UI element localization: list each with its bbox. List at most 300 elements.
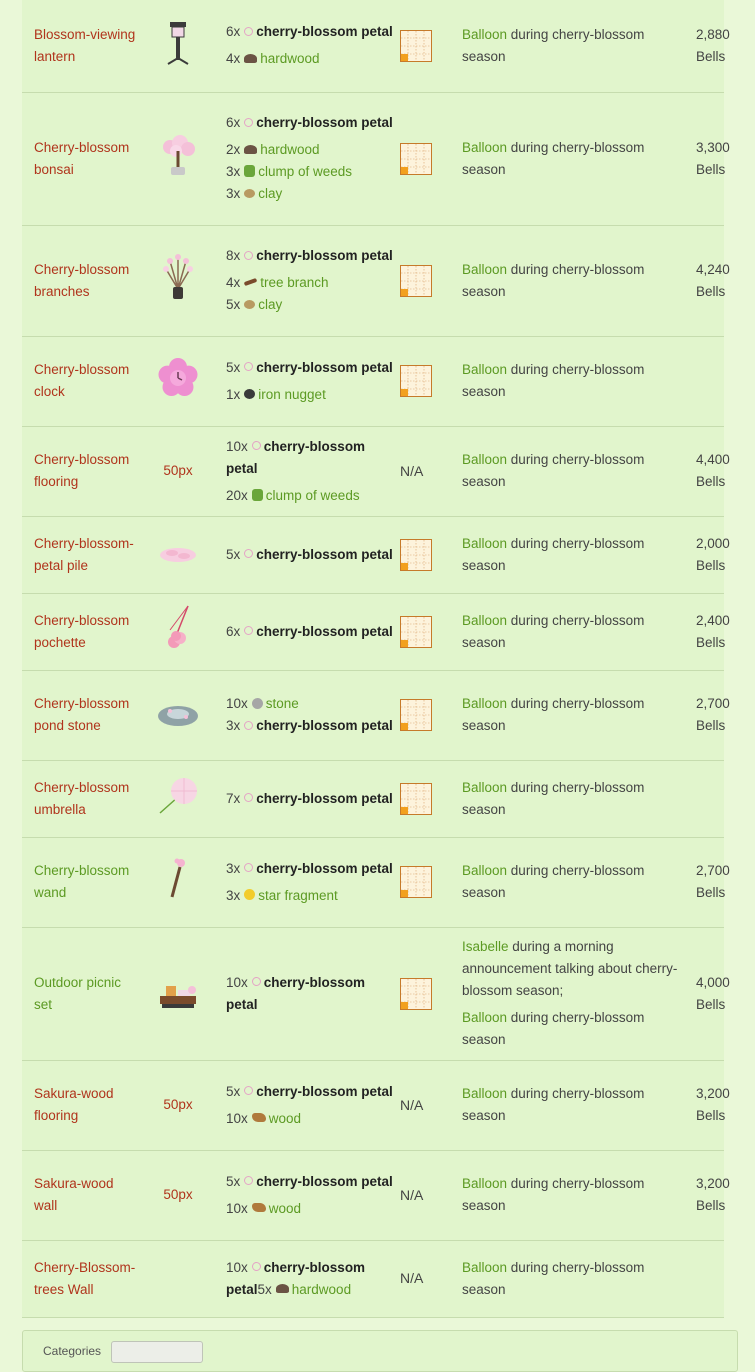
- material-name-link[interactable]: hardwood: [260, 142, 320, 157]
- source-text: during cherry-blossom season: [462, 1176, 645, 1213]
- clock-icon: [156, 352, 200, 411]
- source-link[interactable]: Balloon: [462, 1176, 508, 1191]
- item-image-cell: [140, 670, 216, 760]
- material-quantity: 5x: [226, 297, 241, 312]
- material-quantity: 20x: [226, 487, 248, 503]
- material-quantity: 10x: [226, 1200, 248, 1216]
- source-entry: [462, 1083, 686, 1127]
- diy-cell: [396, 927, 456, 1060]
- material-line: [226, 183, 396, 205]
- petal-icon: [244, 362, 253, 371]
- item-name-cell: [22, 516, 140, 593]
- sell-price: 2,400 Bells: [696, 612, 730, 650]
- item-name-link[interactable]: Cherry-blossom clock: [34, 362, 130, 399]
- source-cell: [456, 593, 686, 670]
- material-line: [226, 1108, 396, 1130]
- material-name-link[interactable]: clump of weeds: [265, 487, 360, 503]
- diy-not-available: N/A: [400, 462, 424, 479]
- materials-cell: [216, 336, 396, 426]
- material-quantity: 10x: [226, 1110, 248, 1126]
- item-image-cell: [140, 1240, 216, 1317]
- item-name-link[interactable]: Cherry-blossom wand: [34, 863, 130, 900]
- diy-recipes-table: [22, 0, 730, 1318]
- diy-cell: [396, 1060, 456, 1150]
- sell-price-cell: [686, 1060, 730, 1150]
- source-link[interactable]: Balloon: [462, 362, 508, 377]
- pond-stone-icon: [156, 686, 200, 745]
- item-name-link[interactable]: Cherry-Blossom-trees Wall: [34, 1259, 136, 1297]
- source-entry: [462, 1173, 686, 1217]
- item-name-cell: [22, 0, 140, 92]
- material-quantity: 3x: [226, 887, 241, 903]
- item-name-link[interactable]: Cherry-blossom pochette: [34, 612, 130, 650]
- source-text: during cherry-blossom season: [462, 779, 645, 817]
- material-name-link[interactable]: iron nugget: [258, 386, 326, 402]
- material-quantity: 4x: [226, 51, 241, 67]
- table-row: [22, 927, 724, 1060]
- bonsai-icon: [156, 129, 200, 188]
- item-image-cell: [140, 1150, 216, 1240]
- table-row: [22, 225, 724, 336]
- material-name-link[interactable]: clay: [258, 186, 283, 201]
- sell-price-cell: [686, 225, 730, 336]
- source-entry: [462, 449, 686, 493]
- item-name-cell: [22, 670, 140, 760]
- hardwood-icon: [276, 1284, 289, 1293]
- materials-cell: [216, 426, 396, 516]
- source-cell: [456, 670, 686, 760]
- item-image-cell: [140, 760, 216, 837]
- material-quantity: 10x: [226, 696, 248, 711]
- source-entry: [462, 610, 686, 654]
- diy-not-available: N/A: [400, 1270, 424, 1286]
- material-name-link[interactable]: clump of weeds: [258, 164, 353, 179]
- diy-cell: [396, 760, 456, 837]
- petal-icon: [244, 251, 253, 260]
- sell-price: 4,240 Bells: [696, 261, 730, 299]
- material-line: [226, 1081, 396, 1103]
- item-name-cell: [22, 760, 140, 837]
- material-line: [226, 436, 396, 480]
- material-name-link[interactable]: cherry-blossom petal: [226, 1259, 366, 1297]
- material-name-link[interactable]: cherry-blossom petal: [256, 790, 393, 806]
- source-link[interactable]: Balloon: [462, 1086, 508, 1101]
- material-name-link[interactable]: stone: [265, 696, 299, 711]
- stone-icon: [252, 698, 263, 709]
- item-image-cell: [140, 426, 216, 516]
- table-row: [22, 0, 724, 92]
- diy-recipe-icon: [400, 616, 456, 648]
- item-name-link[interactable]: Cherry-blossom branches: [34, 261, 130, 299]
- material-quantity: 5x: [226, 546, 241, 562]
- materials-cell: [216, 0, 396, 92]
- material-quantity: 5x: [257, 1281, 272, 1297]
- diy-cell: [396, 0, 456, 92]
- material-line: [226, 972, 396, 1016]
- petal-icon: [244, 1176, 253, 1185]
- table-row: [22, 1060, 724, 1150]
- item-name-cell: [22, 1060, 140, 1150]
- table-row: [22, 1240, 724, 1317]
- wood-icon: [252, 1203, 266, 1212]
- source-entry: [462, 533, 686, 577]
- image-size-placeholder: 50px: [163, 1187, 193, 1202]
- petal-icon: [244, 721, 253, 730]
- material-quantity: 5x: [226, 1173, 241, 1189]
- categories-box: [22, 1330, 738, 1372]
- diy-recipe-icon: [400, 143, 456, 175]
- source-link[interactable]: Balloon: [462, 261, 508, 277]
- diy-not-available: N/A: [400, 1186, 424, 1203]
- material-name-link[interactable]: cherry-blossom petal: [226, 438, 366, 476]
- material-line: [226, 1198, 396, 1220]
- material-quantity: 6x: [226, 115, 241, 130]
- material-name-link[interactable]: cherry-blossom petal: [226, 974, 366, 1012]
- item-name-link[interactable]: Outdoor picnic set: [34, 974, 122, 1012]
- material-name-link[interactable]: cherry-blossom petal: [256, 359, 393, 375]
- diy-cell: [396, 593, 456, 670]
- material-quantity: 5x: [226, 359, 241, 375]
- material-quantity: 10x: [226, 438, 248, 454]
- sell-price: 2,880 Bells: [696, 26, 730, 64]
- diy-recipe-icon: [400, 365, 456, 397]
- table-row: [22, 670, 724, 760]
- source-cell: [456, 92, 686, 225]
- table-row: [22, 92, 724, 225]
- diy-recipe-icon: [400, 539, 456, 571]
- source-text: during cherry-blossom season: [462, 1086, 645, 1123]
- sell-price-cell: [686, 92, 730, 225]
- weeds-icon: [252, 489, 263, 501]
- material-name-link[interactable]: cherry-blossom petal: [256, 623, 393, 639]
- source-link[interactable]: Isabelle: [462, 939, 509, 954]
- item-name-link[interactable]: Blossom-viewing lantern: [34, 26, 136, 64]
- item-image-cell: [140, 837, 216, 927]
- categories-label: Categories: [43, 1344, 102, 1358]
- item-name-link[interactable]: Cherry-blossom flooring: [34, 452, 130, 489]
- materials-cell: [216, 1150, 396, 1240]
- source-text: during cherry-blossom season: [462, 1259, 645, 1297]
- source-text: during cherry-blossom season: [462, 612, 645, 650]
- table-row: [22, 760, 724, 837]
- item-name-link[interactable]: Sakura-wood flooring: [34, 1086, 114, 1123]
- weeds-icon: [244, 165, 255, 177]
- sell-price-cell: [686, 670, 730, 760]
- material-line: [226, 48, 396, 70]
- source-link[interactable]: Balloon: [462, 1259, 508, 1275]
- material-quantity: 3x: [226, 860, 241, 876]
- material-name-link[interactable]: cherry-blossom petal: [256, 24, 393, 40]
- item-name-link[interactable]: Cherry-blossom-petal pile: [34, 535, 134, 573]
- petal-icon: [244, 118, 253, 127]
- diy-recipe-icon: [400, 783, 456, 815]
- table-row: [22, 1150, 724, 1240]
- diy-cell: [396, 225, 456, 336]
- source-cell: [456, 1150, 686, 1240]
- item-name-link[interactable]: Cherry-blossom umbrella: [34, 779, 130, 817]
- pochette-icon: [156, 602, 200, 661]
- item-name-link[interactable]: Cherry-blossom pond stone: [34, 696, 130, 733]
- clay-icon: [244, 300, 255, 309]
- source-entry: [462, 1007, 686, 1051]
- source-entry: [462, 860, 686, 904]
- sell-price-cell: [686, 336, 724, 426]
- item-image-cell: [140, 225, 216, 336]
- material-name-link[interactable]: wood: [268, 1200, 302, 1216]
- sell-price: 2,700 Bells: [696, 696, 730, 733]
- star-icon: [244, 889, 255, 900]
- material-line: [226, 788, 396, 810]
- sell-price-cell: [686, 1150, 730, 1240]
- diy-recipe-icon: [400, 265, 456, 297]
- diy-not-available: N/A: [400, 1096, 424, 1113]
- source-text: during cherry-blossom season: [462, 1010, 645, 1047]
- table-row: [22, 593, 724, 670]
- source-cell: [456, 760, 686, 837]
- sell-price: 4,000 Bells: [696, 974, 730, 1012]
- source-text: during a morning announcement talking about cherry-blossom season;: [462, 939, 678, 998]
- petal-icon: [244, 27, 253, 36]
- material-line: [226, 21, 396, 43]
- petal-icon: [244, 863, 253, 872]
- material-line: [226, 621, 396, 643]
- source-entry: [462, 259, 686, 303]
- material-quantity: 6x: [226, 623, 241, 639]
- source-entry: [462, 1257, 686, 1301]
- item-name-cell: [22, 1150, 140, 1240]
- diy-cell: [396, 426, 456, 516]
- source-cell: [456, 1240, 686, 1317]
- source-cell: [456, 225, 686, 336]
- sell-price: 2,000 Bells: [696, 535, 730, 573]
- material-line: [226, 1171, 396, 1193]
- material-line: [226, 544, 396, 566]
- material-line: [226, 112, 396, 134]
- source-text: during cherry-blossom season: [462, 362, 645, 399]
- item-name-cell: [22, 1240, 140, 1317]
- hardwood-icon: [244, 54, 257, 63]
- sell-price: 4,400 Bells: [696, 452, 730, 489]
- material-name-link[interactable]: cherry-blossom petal: [256, 718, 393, 733]
- source-link[interactable]: Balloon: [462, 1010, 508, 1025]
- sell-price: 3,200 Bells: [696, 1086, 730, 1123]
- diy-recipe-icon: [400, 30, 456, 62]
- material-name-link[interactable]: cherry-blossom petal: [256, 860, 393, 876]
- source-text: during cherry-blossom season: [462, 535, 645, 573]
- materials-cell: [216, 760, 396, 837]
- sell-price-cell: [686, 593, 730, 670]
- sell-price: 3,300 Bells: [696, 139, 730, 177]
- material-line: [258, 1282, 352, 1297]
- sell-price-cell: [686, 516, 730, 593]
- item-name-cell: [22, 225, 140, 336]
- material-line: [226, 139, 396, 161]
- material-quantity: 4x: [226, 275, 241, 290]
- clay-icon: [244, 189, 255, 198]
- source-link[interactable]: Balloon: [462, 863, 508, 878]
- sell-price-cell: [686, 927, 730, 1060]
- material-line: [226, 294, 396, 316]
- table-row: [22, 336, 724, 426]
- source-entry: [462, 936, 686, 1002]
- add-category-button[interactable]: [111, 1341, 203, 1363]
- source-entry: [462, 693, 686, 737]
- source-entry: [462, 24, 686, 68]
- material-name-link[interactable]: cherry-blossom petal: [256, 1173, 393, 1189]
- material-name-link[interactable]: hardwood: [260, 51, 320, 67]
- item-name-cell: [22, 426, 140, 516]
- material-name-link[interactable]: clay: [258, 297, 283, 312]
- source-text: during cherry-blossom season: [462, 696, 645, 733]
- materials-cell: [216, 1060, 396, 1150]
- branch-icon: [244, 278, 258, 286]
- material-quantity: 3x: [226, 718, 241, 733]
- diy-cell: [396, 670, 456, 760]
- sell-price-cell: [686, 426, 730, 516]
- material-name-link[interactable]: cherry-blossom petal: [256, 115, 393, 130]
- item-image-cell: [140, 0, 216, 92]
- iron-icon: [244, 389, 255, 399]
- item-name-cell: [22, 837, 140, 927]
- sell-price-cell: [686, 760, 724, 837]
- table-row: [22, 837, 724, 927]
- material-quantity: 3x: [226, 186, 241, 201]
- source-text: during cherry-blossom season: [462, 452, 645, 489]
- material-name-link[interactable]: star fragment: [258, 887, 338, 903]
- material-line: [226, 485, 396, 507]
- item-name-cell: [22, 92, 140, 225]
- materials-cell: [216, 516, 396, 593]
- source-link[interactable]: Balloon: [462, 696, 508, 711]
- materials-cell: [216, 837, 396, 927]
- item-image-cell: [140, 516, 216, 593]
- petal-icon: [244, 793, 253, 802]
- materials-cell: [216, 1240, 396, 1317]
- sell-price: 2,700 Bells: [696, 863, 730, 900]
- sell-price: 3,200 Bells: [696, 1176, 730, 1213]
- source-cell: [456, 927, 686, 1060]
- petal-icon: [244, 549, 253, 558]
- diy-cell: [396, 837, 456, 927]
- material-quantity: 10x: [226, 1259, 248, 1275]
- material-quantity: 5x: [226, 1083, 241, 1099]
- material-quantity: 1x: [226, 386, 241, 402]
- source-cell: [456, 336, 686, 426]
- materials-cell: [216, 225, 396, 336]
- item-image-cell: [140, 927, 216, 1060]
- source-text: during cherry-blossom season: [462, 261, 645, 299]
- material-name-link[interactable]: tree branch: [260, 275, 329, 290]
- item-name-link[interactable]: Cherry-blossom bonsai: [34, 139, 130, 177]
- lantern-icon: [156, 16, 200, 75]
- material-name-link[interactable]: hardwood: [291, 1281, 352, 1297]
- sell-price-cell: [686, 0, 730, 92]
- material-line: [226, 161, 396, 183]
- material-quantity: 8x: [226, 248, 241, 263]
- source-entry: [462, 359, 686, 403]
- material-name-link[interactable]: cherry-blossom petal: [256, 1083, 393, 1099]
- material-line: [226, 885, 396, 907]
- source-cell: [456, 837, 686, 927]
- material-quantity: 3x: [226, 164, 241, 179]
- material-name-link[interactable]: cherry-blossom petal: [256, 546, 393, 562]
- material-quantity: 6x: [226, 24, 241, 40]
- material-name-link[interactable]: wood: [268, 1110, 302, 1126]
- item-image-cell: [140, 593, 216, 670]
- material-line: [226, 715, 396, 737]
- petal-icon: [252, 441, 261, 450]
- diy-cell: [396, 336, 456, 426]
- source-cell: [456, 0, 686, 92]
- item-name-cell: [22, 593, 140, 670]
- table-row: [22, 516, 724, 593]
- source-entry: [462, 137, 686, 181]
- diy-cell: [396, 1240, 456, 1317]
- material-quantity: 10x: [226, 974, 248, 990]
- source-entry: [462, 777, 686, 821]
- material-line: [226, 384, 396, 406]
- source-text: during cherry-blossom season: [462, 26, 645, 64]
- materials-cell: [216, 593, 396, 670]
- petal-pile-icon: [156, 525, 200, 584]
- material-line: [226, 693, 396, 715]
- materials-cell: [216, 92, 396, 225]
- source-link[interactable]: Balloon: [462, 139, 508, 155]
- diy-cell: [396, 516, 456, 593]
- petal-icon: [244, 1086, 253, 1095]
- material-line: [226, 858, 396, 880]
- item-image-cell: [140, 92, 216, 225]
- umbrella-icon: [156, 769, 200, 828]
- source-link[interactable]: Balloon: [462, 612, 508, 628]
- item-image-cell: [140, 336, 216, 426]
- source-cell: [456, 1060, 686, 1150]
- material-quantity: 7x: [226, 790, 241, 806]
- diy-cell: [396, 92, 456, 225]
- materials-cell: [216, 927, 396, 1060]
- materials-cell: [216, 670, 396, 760]
- diy-recipe-icon: [400, 866, 456, 898]
- petal-icon: [252, 1262, 261, 1271]
- item-name-link[interactable]: Sakura-wood wall: [34, 1176, 114, 1213]
- sell-price-cell: [686, 1240, 724, 1317]
- branches-icon: [156, 251, 200, 310]
- material-line: [226, 272, 396, 294]
- item-name-cell: [22, 927, 140, 1060]
- item-image-cell: [140, 1060, 216, 1150]
- source-link[interactable]: Balloon: [462, 452, 508, 467]
- hardwood-icon: [244, 145, 257, 154]
- wand-icon: [156, 853, 200, 912]
- source-link[interactable]: Balloon: [462, 26, 508, 42]
- material-quantity: 2x: [226, 142, 241, 157]
- item-name-cell: [22, 336, 140, 426]
- source-link[interactable]: Balloon: [462, 779, 508, 795]
- source-text: during cherry-blossom season: [462, 139, 645, 177]
- petal-icon: [252, 977, 261, 986]
- image-size-placeholder: 50px: [163, 463, 193, 478]
- diy-recipe-icon: [400, 978, 456, 1010]
- source-link[interactable]: Balloon: [462, 535, 508, 551]
- material-name-link[interactable]: cherry-blossom petal: [256, 248, 393, 263]
- petal-icon: [244, 626, 253, 635]
- sell-price-cell: [686, 837, 730, 927]
- table-row: [22, 426, 724, 516]
- diy-cell: [396, 1150, 456, 1240]
- material-line: [226, 245, 396, 267]
- source-cell: [456, 426, 686, 516]
- wood-icon: [252, 1113, 266, 1122]
